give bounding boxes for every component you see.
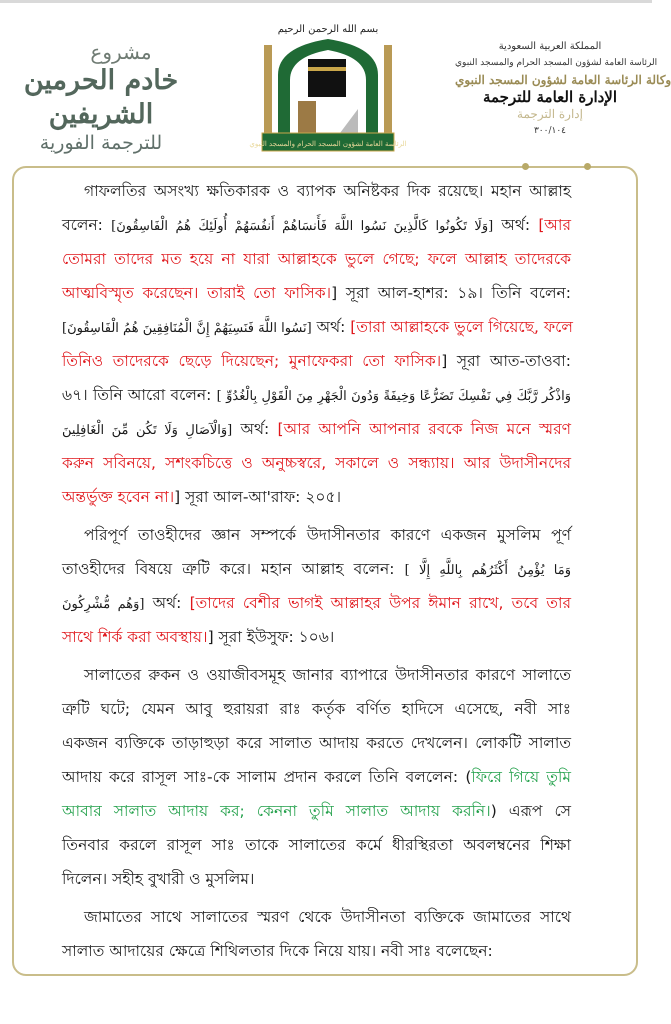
emblem-banner: الرئاسة العامة لشؤون المسجد الحرام والمسجد النبوي <box>249 140 407 148</box>
arabic-verse: [نَسُوا اللَّهَ فَنَسِيَهُمْ إِنَّ الْمُنَافِقِينَ هُمُ الْفَاسِقُونَ] <box>62 321 312 336</box>
kaaba-emblem-icon <box>249 35 407 153</box>
body-text: ] সূরা আল-হাশর: ১৯। তিনি বলেন: <box>331 284 572 302</box>
text-line <box>62 450 571 484</box>
body-text: ] সূরা আত-তাওবা: <box>441 352 571 370</box>
quran-translation: অন্তর্ভুক্ত হবেন না। <box>62 488 175 506</box>
body-text: পরিপূর্ণ তাওহীদের জ্ঞান সম্পর্কে উদাসীনতার কারণে একজন মুসলিম পূর্ণ <box>84 526 571 544</box>
paragraph <box>62 178 571 518</box>
body-text: তাওহীদের বিষয়ে ত্রুটি করে। মহান আল্লাহ বলেন: <box>62 560 405 578</box>
logo-text-line: مشروع <box>90 40 152 64</box>
document-body <box>62 178 571 976</box>
paragraph <box>62 522 571 658</box>
text-line <box>62 522 571 556</box>
text-line <box>62 904 571 938</box>
letterhead-line: المملكة العربية السعودية <box>498 41 602 52</box>
body-text: ৬৭। তিনি আরো বলেন: <box>62 386 217 404</box>
quran-translation: সাথে শির্ক করা অবস্থায়। <box>62 628 208 646</box>
text-line <box>62 696 571 730</box>
body-text: সালাতের রুকন ও ওয়াজীবসমূহ জানার ব্যাপারে উদাসীনতার কারণে সালাতে <box>84 666 571 684</box>
quran-translation: [আর আপনি আপনার রবকে নিজ মনে স্মরণ <box>277 420 571 438</box>
body-text: জামাতের সাথে সালাতের স্মরণ থেকে উদাসীনতা ব্যক্তিকে জামাতের সাথে <box>84 908 571 926</box>
arabic-verse: وَهُم مُّشْرِكُونَ] <box>62 597 145 612</box>
letterhead-line: وكالة الرئاسة العامة لشؤون المسجد النبوي <box>455 73 671 87</box>
text-line <box>62 484 571 518</box>
text-line <box>62 764 571 798</box>
paragraph <box>62 662 571 900</box>
body-text: তিনবার করলে রাসূল সাঃ তাকে সালাতের কর্মে ধীরস্থিরতা অবলম্বনের শিক্ষা <box>62 836 571 854</box>
text-line <box>62 662 571 696</box>
quran-translation: আত্মবিস্মৃত করেছেন। তারাই তো ফাসিক। <box>62 284 332 302</box>
text-line <box>62 314 571 348</box>
body-text: আদায় করে রাসূল সাঃ-কে সালাম প্রদান করলে তিনি বললেন: ( <box>62 768 472 786</box>
body-text: ) এরূপ সে <box>490 802 571 820</box>
body-text: অর্থ: <box>144 594 190 612</box>
logo-text-line: للترجمة الفورية <box>39 132 163 154</box>
khadim-haramain-translation-logo <box>6 40 196 165</box>
body-text: গাফলতির অসংখ্য ক্ষতিকারক ও ব্যাপক অনিষ্টকর দিক রয়েছে। মহান আল্লাহ <box>84 182 571 200</box>
body-text: বলেন: <box>62 216 112 234</box>
hadith-quote: ফিরে গিয়ে তুমি <box>471 768 571 786</box>
arabic-verse: [ وَاذْكُر رَّبَّكَ فِي نَفْسِكَ تَضَرُّعًا وَخِيفَةً وَدُونَ الْجَهْرِ مِنَ الْقَوْلِ بِالْغُدُوِّ <box>216 389 571 404</box>
quran-translation: তোমরা তাদের মত হয়ে না যারা আল্লাহকে ভুলে গেছে; ফলে আল্লাহ তাদেরকে <box>62 250 571 268</box>
quran-translation: [তারা আল্লাহকে ভুলে গিয়েছে, ফলে <box>350 318 573 336</box>
text-line <box>62 348 571 382</box>
frame-ornament-dot <box>584 163 591 170</box>
text-line <box>62 866 571 900</box>
text-line <box>62 832 571 866</box>
text-line <box>62 382 571 416</box>
text-line <box>62 416 571 450</box>
reference-number: ٣٠٠/١٠٤ <box>533 126 567 136</box>
text-line <box>62 556 571 590</box>
presidency-emblem <box>249 24 407 156</box>
quran-translation: [তাদের বেশীর ভাগই আল্লাহর উপর ঈমান রাখে, তবে তার <box>189 594 571 612</box>
general-presidency-letterhead <box>455 38 671 140</box>
quran-translation: তিনিও তাদেরকে ছেড়ে দিয়েছেন; মুনাফেকরা তো ফাসিক। <box>62 352 442 370</box>
basmala: بسم الله الرحمن الرحيم <box>277 24 379 35</box>
text-line <box>62 246 571 280</box>
hadith-quote: আবার সালাত আদায় কর; কেননা তুমি সালাত আদায় করনি। <box>62 802 491 820</box>
body-text: একজন ব্যক্তিকে তাড়াহুড়া করে সালাত আদায় করতে দেখলেন। লোকটি সালাত <box>62 734 571 752</box>
top-divider <box>0 0 652 3</box>
text-line <box>62 938 571 972</box>
body-text: দিলেন। সহীহ বুখারী ও মুসলিম। <box>62 870 255 888</box>
body-text: ত্রুটি ঘটে; যেমন আবু হুরায়রা রাঃ কর্তৃক বর্ণিত হাদিসে এসেছে, নবী সাঃ <box>62 700 571 718</box>
text-line <box>62 178 571 212</box>
logo-text-line: خادم الحرمين الشريفين <box>23 65 179 130</box>
letterhead-line: الرئاسة العامة لشؤون المسجد الحرام والمسجد النبوي <box>455 58 658 68</box>
text-line <box>62 730 571 764</box>
body-text: সালাত আদায়ের ক্ষেত্রে শিথিলতার দিকে নিয়ে যায়। নবী সাঃ বলেছেন: <box>62 942 493 960</box>
frame-ornament-dot <box>522 163 529 170</box>
letterhead-line: إدارة الترجمة <box>517 107 583 121</box>
arabic-verse: وَالْآصَالِ وَلَا تَكُن مِّنَ الْغَافِلِينَ] <box>62 423 233 438</box>
text-line <box>62 280 571 314</box>
text-line <box>62 624 571 658</box>
text-line <box>62 798 571 832</box>
quran-translation: করুন সবিনয়ে, সশংকচিত্তে ও অনুচ্চস্বরে, সকালে ও সন্ধ্যায়। আর উদাসীনদের <box>62 454 571 472</box>
arabic-verse: [وَلَا تَكُونُوا كَالَّذِينَ نَسُوا اللَّهَ فَأَنسَاهُمْ أَنفُسَهُمْ أُولَئِكَ هُمُ الْفَاسِقُونَ] <box>111 219 494 234</box>
body-text: অর্থ: <box>232 420 278 438</box>
quran-translation: [আর <box>538 216 571 234</box>
body-text: ] সূরা ইউসুফ: ১০৬। <box>207 628 335 646</box>
body-text: ] সূরা আল-আ'রাফ: ২০৫। <box>174 488 342 506</box>
body-text: অর্থ: <box>493 216 539 234</box>
text-line <box>62 212 571 246</box>
letterhead-line: الإدارة العامة للترجمة <box>482 88 618 106</box>
paragraph <box>62 904 571 972</box>
arabic-verse: [ وَمَا يُؤْمِنُ أَكْثَرُهُم بِاللَّهِ إِلَّا <box>404 563 571 578</box>
text-line <box>62 590 571 624</box>
body-text: অর্থ: <box>311 318 351 336</box>
